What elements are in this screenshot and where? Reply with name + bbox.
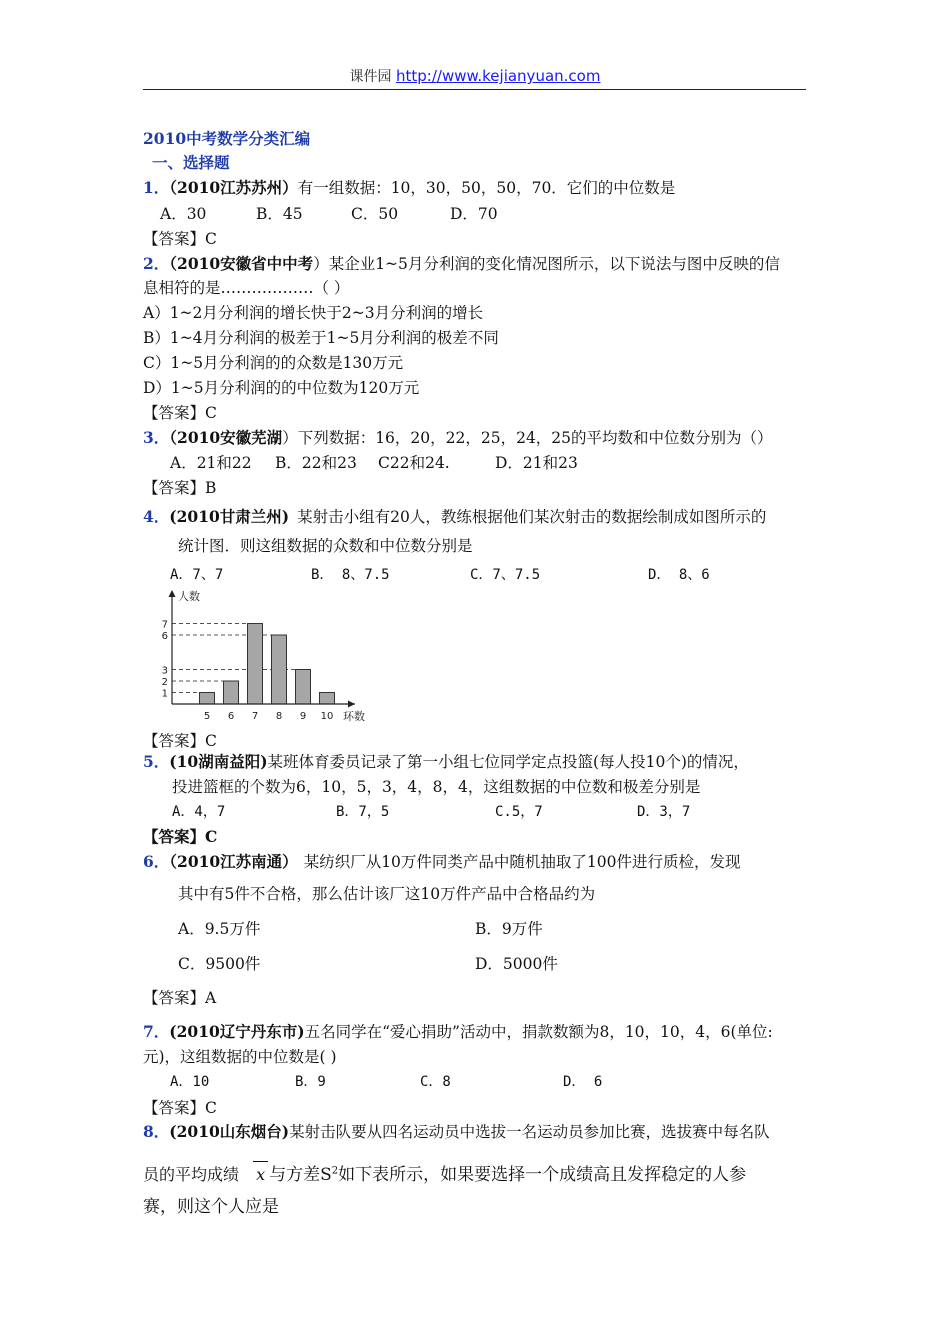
q2-number: 2． bbox=[143, 254, 170, 273]
q4-option-c: C．7、7.5 bbox=[470, 567, 541, 583]
mean-symbol: x bbox=[252, 1165, 269, 1184]
q8-text: 某射击队要从四名运动员中选拔一名运动员参加比赛，选拔赛中每名队 bbox=[289, 1123, 770, 1141]
q4-option-a: A．7、7 bbox=[170, 567, 224, 583]
q2-line-b: B）1~4月分利润的极差于1~5月分利润的极差不同 bbox=[143, 329, 499, 347]
doc-title: 2010中考数学分类汇编 bbox=[143, 129, 311, 148]
bar bbox=[224, 681, 239, 704]
x-tick-label: 10 bbox=[320, 711, 334, 722]
x-axis-arrow bbox=[348, 701, 355, 708]
q2-line-a: A）1~2月分利润的增长快于2~3月分利润的增长 bbox=[143, 304, 484, 322]
y-tick-label: 7 bbox=[161, 619, 168, 631]
q7-option-d: D． 6 bbox=[563, 1074, 603, 1090]
q3-source: （2010安徽芜湖 bbox=[169, 428, 283, 447]
x-tick-label: 9 bbox=[299, 711, 307, 722]
question-1 bbox=[143, 176, 675, 198]
q1-answer: 【答案】C bbox=[143, 230, 217, 248]
question-5 bbox=[143, 750, 749, 772]
q3-option-c: C22和24. bbox=[378, 454, 450, 472]
q6-text: 某纺织厂从10万件同类产品中随机抽取了100件进行质检，发现 bbox=[303, 853, 741, 871]
q2-answer: 【答案】C bbox=[143, 404, 217, 422]
q7-number: 7． bbox=[143, 1022, 170, 1041]
question-4 bbox=[143, 505, 766, 527]
q7-text-cont: 元)，这组数据的中位数是( ) bbox=[143, 1048, 337, 1066]
q7-option-b: B．9 bbox=[295, 1074, 326, 1090]
x-tick-label: 5 bbox=[203, 711, 211, 722]
q6-text-cont: 其中有5件不合格，那么估计该厂这10万件产品中合格品约为 bbox=[178, 885, 596, 903]
q8-text-part1: 员的平均成绩 bbox=[143, 1165, 240, 1184]
q2-source: （2010安徽省中中考 bbox=[169, 254, 314, 273]
bar bbox=[200, 693, 215, 705]
question-3 bbox=[143, 426, 773, 448]
q3-answer: 【答案】B bbox=[143, 479, 217, 497]
bar bbox=[296, 670, 311, 705]
q2-line-d: D）1~5月分利润的的中位数为120万元 bbox=[143, 379, 420, 397]
q7-source: (2010辽宁丹东市) bbox=[169, 1022, 305, 1041]
x-tick-label: 6 bbox=[227, 711, 235, 722]
q5-answer: 【答案】C bbox=[143, 827, 218, 846]
question-2 bbox=[143, 252, 780, 274]
q7-answer: 【答案】C bbox=[143, 1099, 217, 1117]
q2-text-cont: 息相符的是………………（ ） bbox=[143, 279, 350, 297]
q4-text: 某射击小组有20人，教练根据他们某次射击的数据绘制成如图所示的 bbox=[297, 508, 767, 526]
q1-option-d: D．70 bbox=[450, 205, 498, 223]
bar bbox=[272, 635, 287, 704]
bar bbox=[248, 624, 263, 705]
q1-number: 1． bbox=[143, 178, 170, 197]
q5-option-d: D．3，7 bbox=[637, 804, 691, 820]
y-tick-label: 1 bbox=[161, 688, 168, 700]
q5-source: (10湖南益阳) bbox=[169, 752, 268, 771]
q5-option-b: B．7，5 bbox=[336, 804, 390, 820]
q8-superscript: 2 bbox=[331, 1165, 339, 1177]
x-tick-label: 8 bbox=[275, 711, 283, 722]
question-8 bbox=[143, 1120, 770, 1142]
q8-text-part3: 如下表所示，如果要选择一个成绩高且发挥稳定的人参 bbox=[338, 1165, 747, 1185]
q5-number: 5． bbox=[143, 752, 170, 771]
q8-text-cont bbox=[143, 1160, 746, 1185]
q6-option-b: B．9万件 bbox=[475, 920, 543, 938]
q2-line-c: C）1~5月分利润的的众数是130万元 bbox=[143, 354, 404, 372]
y-tick-label: 3 bbox=[161, 665, 168, 677]
q8-text-end: 赛，则这个人应是 bbox=[143, 1197, 279, 1217]
section-heading: 一、选择题 bbox=[152, 153, 230, 172]
q3-text: ）下列数据：16，20，22，25，24，25的平均数和中位数分别为（） bbox=[282, 429, 773, 447]
q8-text-part2: 与方差S bbox=[269, 1165, 332, 1185]
q4-option-b: B． 8、7.5 bbox=[311, 567, 390, 583]
q7-text: 五名同学在“爱心捐助”活动中，捐款数额为8，10，10，4，6(单位: bbox=[304, 1023, 773, 1041]
q5-text-cont: 投进篮框的个数为6，10，5，3，4，8，4，这组数据的中位数和极差分别是 bbox=[172, 778, 701, 796]
q6-option-d: D．5000件 bbox=[475, 955, 558, 973]
q4-answer: 【答案】C bbox=[143, 732, 217, 750]
q2-text: ）某企业1~5月分利润的变化情况图所示，以下说法与图中反映的信 bbox=[313, 255, 780, 273]
question-7 bbox=[143, 1020, 773, 1042]
q5-option-c: C.5，7 bbox=[495, 804, 543, 820]
q6-number: 6． bbox=[143, 852, 170, 871]
q4-bar-chart bbox=[150, 586, 365, 726]
q3-option-d: D．21和23 bbox=[495, 454, 578, 472]
x-tick-label: 7 bbox=[251, 711, 259, 722]
q8-source: (2010山东烟台) bbox=[169, 1122, 290, 1141]
q6-answer: 【答案】A bbox=[143, 989, 217, 1007]
bar bbox=[320, 693, 335, 705]
q5-option-a: A．4，7 bbox=[172, 804, 226, 820]
q6-option-c: C．9500件 bbox=[178, 955, 261, 973]
page-header bbox=[0, 66, 950, 86]
q1-option-b: B．45 bbox=[256, 205, 303, 223]
q1-option-c: C．50 bbox=[351, 205, 399, 223]
q3-option-b: B．22和23 bbox=[275, 454, 357, 472]
y-axis-label: 人数 bbox=[178, 590, 200, 603]
q4-text-cont: 统计图．则这组数据的众数和中位数分别是 bbox=[178, 537, 473, 555]
q3-option-a: A．21和22 bbox=[170, 454, 252, 472]
header-site: 课件园 bbox=[349, 69, 392, 85]
header-url-link[interactable]: http://www.kejianyuan.com bbox=[396, 67, 601, 85]
q4-source: (2010甘肃兰州) bbox=[169, 507, 290, 526]
q1-text: 有一组数据：10，30，50，50，70．它们的中位数是 bbox=[297, 179, 676, 197]
q3-number: 3． bbox=[143, 428, 170, 447]
q8-number: 8． bbox=[143, 1122, 170, 1141]
y-tick-label: 6 bbox=[161, 631, 168, 642]
q1-option-a: A．30 bbox=[160, 205, 207, 223]
q6-option-a: A．9.5万件 bbox=[178, 920, 261, 938]
x-axis-label: 环数 bbox=[343, 710, 365, 723]
q7-option-c: C．8 bbox=[420, 1074, 451, 1090]
q1-source: （2010江苏苏州） bbox=[169, 178, 298, 197]
y-tick-label: 2 bbox=[161, 677, 168, 688]
q4-number: 4． bbox=[143, 507, 170, 526]
q4-option-d: D． 8、6 bbox=[648, 567, 710, 583]
q6-source: （2010江苏南通） bbox=[169, 852, 298, 871]
question-6 bbox=[143, 850, 741, 872]
q7-option-a: A．10 bbox=[170, 1074, 210, 1090]
q5-text: 某班体育委员记录了第一小组七位同学定点投篮(每人投10个)的情况， bbox=[267, 753, 749, 771]
header-rule bbox=[143, 89, 806, 90]
y-axis-arrow bbox=[169, 590, 176, 597]
